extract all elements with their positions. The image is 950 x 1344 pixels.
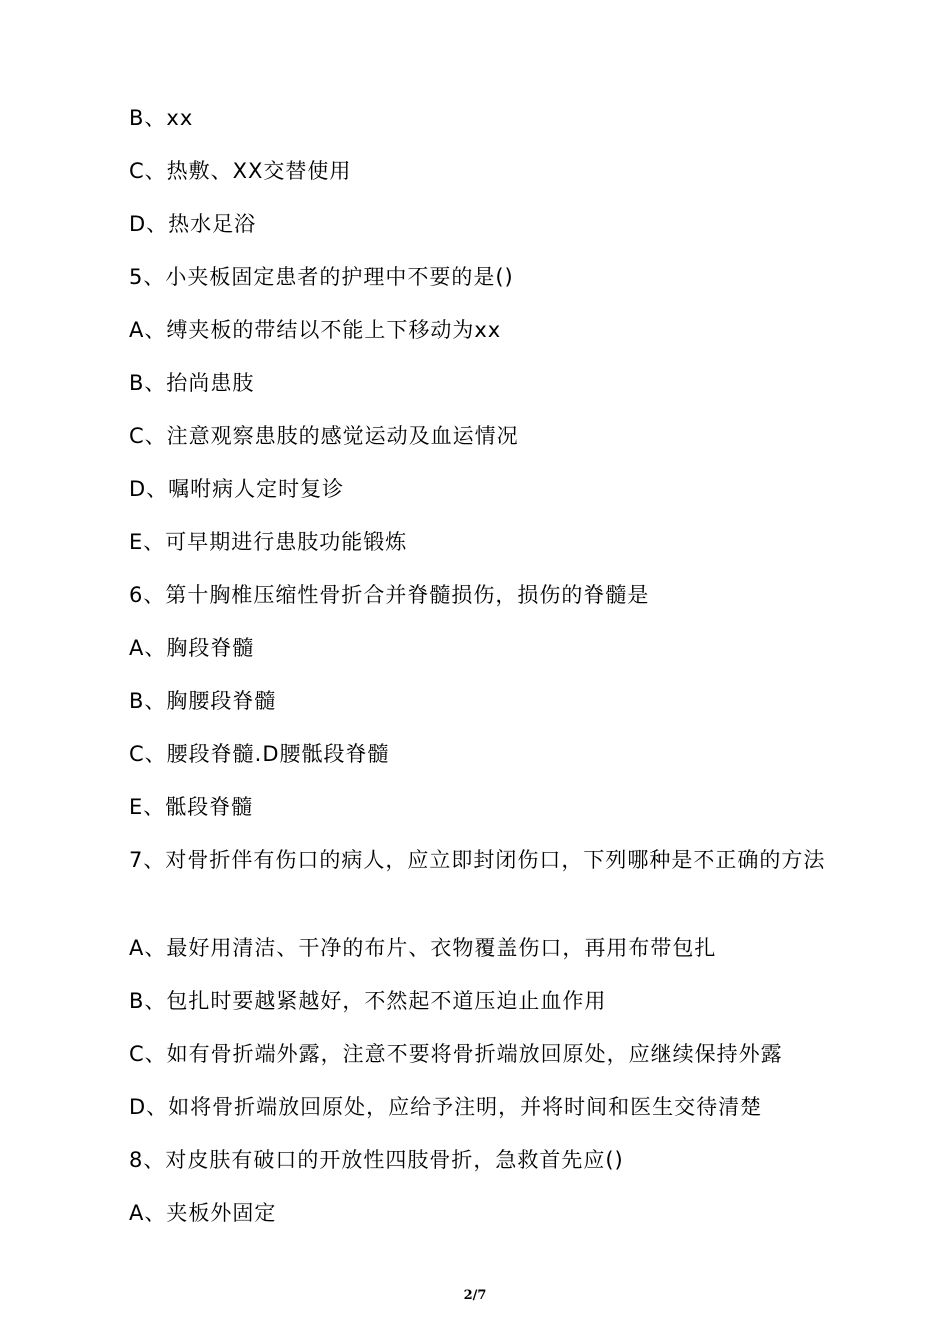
option-line: B、xx	[129, 106, 194, 130]
question-line: 6、第十胸椎压缩性骨折合并脊髓损伤，损伤的脊髓是	[129, 583, 650, 607]
option-line: D、热水足浴	[129, 212, 257, 236]
page-number: 2/7	[463, 1288, 487, 1303]
option-line: B、抬尚患肢	[129, 371, 255, 395]
option-line: C、腰段脊髓.D腰骶段脊髓	[129, 742, 390, 766]
question-line: 7、对骨折伴有伤口的病人，应立即封闭伤口，下列哪种是不正确的方法	[129, 848, 826, 872]
option-line: A、最好用清洁、干净的布片、衣物覆盖伤口，再用布带包扎	[129, 936, 717, 960]
option-line: C、注意观察患肢的感觉运动及血运情况	[129, 424, 519, 448]
option-line: C、如有骨折端外露，注意不要将骨折端放回原处，应继续保持外露	[129, 1042, 783, 1066]
option-line: A、胸段脊髓	[129, 636, 255, 660]
option-line: A、夹板外固定	[129, 1201, 277, 1225]
option-line: E、骶段脊髓	[129, 795, 254, 819]
question-line: 8、对皮肤有破口的开放性四肢骨折，急救首先应()	[129, 1148, 624, 1172]
option-line: B、包扎时要越紧越好，不然起不道压迫止血作用	[129, 989, 607, 1013]
question-line: 5、小夹板固定患者的护理中不要的是()	[129, 265, 514, 289]
option-line: B、胸腰段脊髓	[129, 689, 277, 713]
option-line: C、热敷、XX交替使用	[129, 159, 352, 183]
option-line: E、可早期进行患肢功能锻炼	[129, 530, 408, 554]
option-line: D、如将骨折端放回原处，应给予注明，并将时间和医生交待清楚	[129, 1095, 763, 1119]
option-line: A、缚夹板的带结以不能上下移动为xx	[129, 318, 502, 342]
option-line: D、嘱咐病人定时复诊	[129, 477, 345, 501]
